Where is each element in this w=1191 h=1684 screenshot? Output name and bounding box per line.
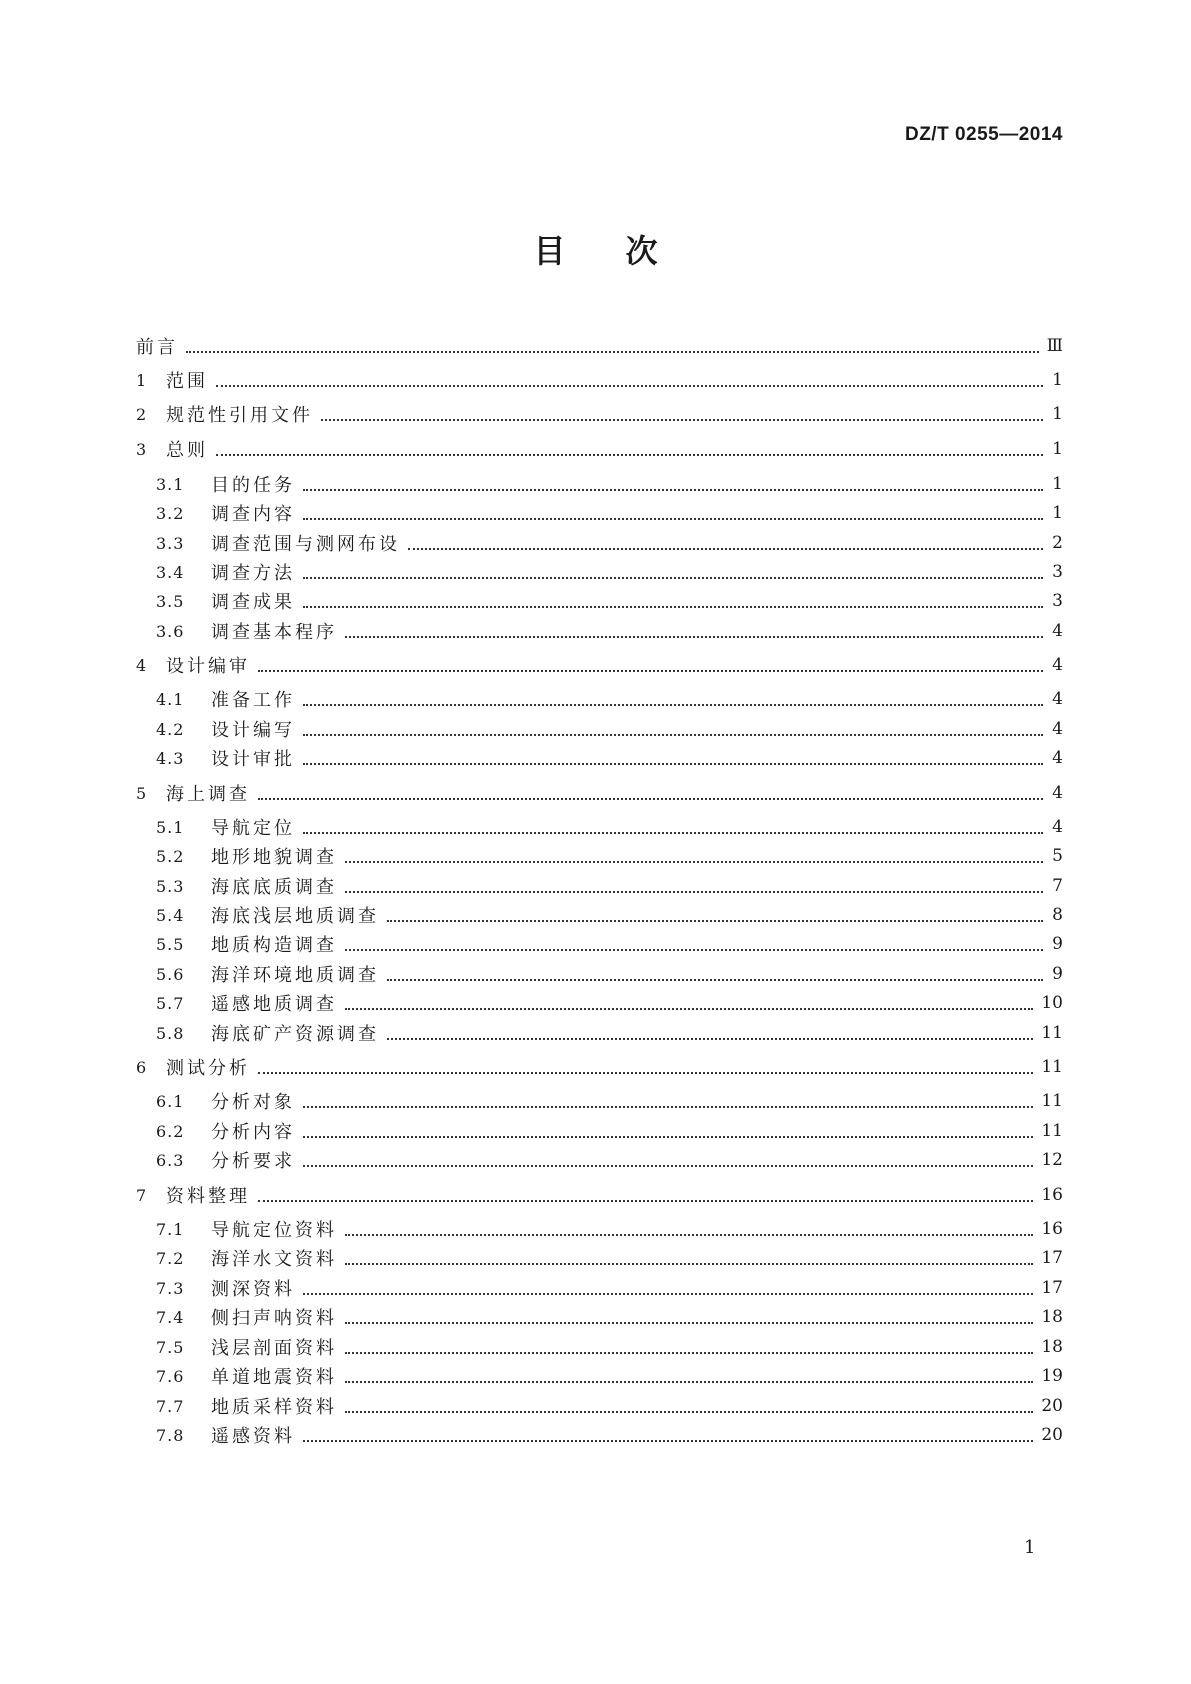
toc-entry-page: 4 — [1052, 719, 1063, 739]
toc-entry[interactable] — [156, 840, 1063, 872]
toc-dot-leader — [216, 384, 1043, 387]
toc-dot-leader — [303, 1135, 1033, 1138]
toc-entry[interactable] — [156, 1017, 1063, 1049]
toc-entry-label: 侧扫声呐资料 — [211, 1308, 337, 1329]
toc-entry-label: 调查方法 — [211, 563, 295, 584]
toc-entry-page: 11 — [1041, 1091, 1063, 1111]
toc-entry-number: 4.3 — [156, 748, 185, 768]
toc-entry[interactable] — [156, 556, 1063, 588]
toc-entry[interactable] — [136, 1179, 1063, 1211]
toc-entry[interactable] — [136, 433, 1063, 465]
toc-entry[interactable] — [156, 713, 1063, 745]
toc-entry-number: 2 — [136, 404, 147, 424]
toc-entry-page: 17 — [1041, 1248, 1063, 1268]
toc-entry-page: 11 — [1041, 1023, 1063, 1043]
toc-entry[interactable] — [156, 1419, 1063, 1451]
toc-entry-label: 测试分析 — [166, 1058, 250, 1079]
toc-dot-leader — [303, 703, 1043, 706]
toc-entry-number: 7.1 — [156, 1219, 185, 1239]
toc-entry-label: 海洋环境地质调查 — [211, 965, 379, 986]
toc-dot-leader — [345, 1380, 1033, 1383]
toc-entry-number: 6 — [136, 1057, 147, 1077]
toc-entry[interactable] — [156, 1085, 1063, 1117]
toc-dot-leader — [186, 350, 1039, 353]
toc-dot-leader — [345, 1351, 1033, 1354]
toc-entry-label: 设计编审 — [166, 656, 250, 677]
toc-entry-label: 资料整理 — [166, 1186, 250, 1207]
toc-entry-number: 4.1 — [156, 689, 185, 709]
toc-entry-page: 20 — [1041, 1396, 1063, 1416]
toc-entry-number: 6.2 — [156, 1121, 185, 1141]
toc-dot-leader — [258, 1199, 1033, 1202]
toc-entry-number: 3.2 — [156, 503, 185, 523]
toc-dot-leader — [387, 978, 1043, 981]
toc-dot-leader — [258, 669, 1043, 672]
toc-dot-leader — [387, 919, 1043, 922]
toc-entry-label: 调查基本程序 — [211, 622, 337, 643]
toc-entry-number: 7.2 — [156, 1248, 185, 1268]
toc-entry[interactable] — [156, 899, 1063, 931]
toc-entry[interactable] — [156, 615, 1063, 647]
toc-dot-leader — [303, 831, 1043, 834]
toc-dot-leader — [345, 1233, 1033, 1236]
toc-entry[interactable] — [136, 777, 1063, 809]
toc-entry-label: 海底浅层地质调查 — [211, 906, 379, 927]
toc-entry-label: 遥感地质调查 — [211, 994, 337, 1015]
toc-entry-number: 7.4 — [156, 1307, 185, 1327]
toc-entry-page: 3 — [1052, 591, 1063, 611]
toc-entry[interactable] — [156, 1213, 1063, 1245]
toc-entry[interactable] — [156, 1360, 1063, 1392]
toc-dot-leader — [303, 576, 1043, 579]
toc-dot-leader — [408, 547, 1043, 550]
toc-entry[interactable] — [136, 1051, 1063, 1083]
toc-entry-label: 前言 — [136, 337, 178, 358]
toc-dot-leader — [345, 860, 1043, 863]
toc-entry-number: 7.5 — [156, 1337, 185, 1357]
toc-dot-leader — [258, 1071, 1033, 1074]
toc-entry-page: 1 — [1052, 404, 1063, 424]
toc-entry-label: 设计编写 — [211, 720, 295, 741]
toc-entry-page: 4 — [1052, 621, 1063, 641]
toc-entry-page: 1 — [1052, 503, 1063, 523]
toc-dot-leader — [303, 605, 1043, 608]
toc-entry[interactable] — [156, 870, 1063, 902]
toc-entry-page: 1 — [1052, 439, 1063, 459]
toc-entry-number: 3.6 — [156, 621, 185, 641]
toc-entry-page: 10 — [1041, 993, 1063, 1013]
standard-code: DZ/T 0255—2014 — [904, 124, 1063, 145]
toc-entry-number: 3.4 — [156, 562, 185, 582]
toc-entry-label: 调查范围与测网布设 — [211, 534, 400, 555]
toc-entry-number: 3.1 — [156, 474, 185, 494]
toc-entry[interactable] — [136, 398, 1063, 430]
toc-entry-page: 3 — [1052, 562, 1063, 582]
toc-entry-page: 11 — [1041, 1057, 1063, 1077]
toc-entry-label: 准备工作 — [211, 690, 295, 711]
toc-entry-label: 调查内容 — [211, 504, 295, 525]
toc-entry-number: 7.7 — [156, 1396, 185, 1416]
toc-entry-page: 18 — [1041, 1337, 1063, 1357]
toc-dot-leader — [345, 635, 1043, 638]
toc-entry[interactable] — [156, 1242, 1063, 1274]
toc-dot-leader — [345, 890, 1043, 893]
toc-entry-label: 遥感资料 — [211, 1426, 295, 1447]
toc-entry-label: 地质构造调查 — [211, 935, 337, 956]
toc-entry-number: 7.8 — [156, 1425, 185, 1445]
title-part-1: 目 — [533, 232, 566, 270]
toc-entry-label: 海底矿产资源调查 — [211, 1024, 379, 1045]
toc-entry[interactable] — [136, 330, 1063, 362]
toc-dot-leader — [303, 517, 1043, 520]
toc-entry[interactable] — [156, 958, 1063, 990]
toc-entry-number: 5.1 — [156, 817, 185, 837]
footer-page-number: 1 — [1024, 1537, 1036, 1558]
toc-entry-number: 5 — [136, 783, 147, 803]
toc-entry-number: 3.5 — [156, 591, 185, 611]
toc-entry-page: 4 — [1052, 655, 1063, 675]
toc-entry-label: 浅层剖面资料 — [211, 1338, 337, 1359]
toc-entry-number: 6.1 — [156, 1091, 185, 1111]
toc-entry-label: 目的任务 — [211, 475, 295, 496]
toc-entry-label: 地形地貌调查 — [211, 847, 337, 868]
toc-entry-number: 5.2 — [156, 846, 185, 866]
toc-dot-leader — [303, 1292, 1033, 1295]
toc-entry-number: 6.3 — [156, 1150, 185, 1170]
toc-entry-page: 4 — [1052, 783, 1063, 803]
toc-entry[interactable] — [156, 811, 1063, 843]
toc-entry-label: 总则 — [166, 440, 208, 461]
toc-entry-page: 1 — [1052, 370, 1063, 390]
title-part-2: 次 — [625, 232, 658, 270]
toc-dot-leader — [303, 488, 1043, 491]
toc-entry[interactable] — [156, 1115, 1063, 1147]
toc-entry[interactable] — [156, 585, 1063, 617]
toc-entry[interactable] — [136, 649, 1063, 681]
toc-entry[interactable] — [156, 497, 1063, 529]
toc-entry[interactable] — [156, 987, 1063, 1019]
toc-entry-page: 16 — [1041, 1185, 1063, 1205]
toc-entry-label: 分析要求 — [211, 1151, 295, 1172]
toc-entry-number: 4 — [136, 655, 147, 675]
toc-entry[interactable] — [136, 364, 1063, 396]
toc-entry-number: 3 — [136, 439, 147, 459]
toc-entry-number: 7.3 — [156, 1278, 185, 1298]
toc-entry-label: 设计审批 — [211, 749, 295, 770]
toc-entry-label: 导航定位 — [211, 818, 295, 839]
toc-entry-number: 7.6 — [156, 1366, 185, 1386]
toc-entry-label: 测深资料 — [211, 1279, 295, 1300]
toc-entry-number: 5.4 — [156, 905, 185, 925]
toc-dot-leader — [303, 1105, 1033, 1108]
toc-entry-number: 7 — [136, 1185, 147, 1205]
toc-entry-page: 7 — [1052, 876, 1063, 896]
toc-dot-leader — [387, 1037, 1033, 1040]
toc-entry-page: 4 — [1052, 817, 1063, 837]
toc-dot-leader — [345, 1410, 1033, 1413]
toc-entry-page: 1 — [1052, 474, 1063, 494]
toc-entry-label: 调查成果 — [211, 592, 295, 613]
toc-entry[interactable] — [156, 1301, 1063, 1333]
toc-entry-page: 2 — [1052, 533, 1063, 553]
toc-entry[interactable] — [156, 1272, 1063, 1304]
toc-entry-page: Ⅲ — [1046, 336, 1063, 356]
toc-entry-page: 4 — [1052, 689, 1063, 709]
toc-entry-label: 分析内容 — [211, 1122, 295, 1143]
toc-dot-leader — [303, 762, 1043, 765]
toc-entry-number: 5.8 — [156, 1023, 185, 1043]
toc-entry[interactable] — [156, 928, 1063, 960]
toc-entry-page: 17 — [1041, 1278, 1063, 1298]
toc-dot-leader — [303, 1439, 1033, 1442]
toc-entry-label: 海洋水文资料 — [211, 1249, 337, 1270]
toc-entry-page: 4 — [1052, 748, 1063, 768]
toc-dot-leader — [345, 1262, 1033, 1265]
toc-dot-leader — [303, 1164, 1033, 1167]
toc-entry-label: 海上调查 — [166, 784, 250, 805]
toc-entry-label: 地质采样资料 — [211, 1397, 337, 1418]
page-title — [0, 226, 1191, 272]
toc-dot-leader — [303, 733, 1043, 736]
toc-dot-leader — [345, 1321, 1033, 1324]
toc-entry-page: 9 — [1052, 964, 1063, 984]
toc-entry-page: 8 — [1052, 905, 1063, 925]
toc-entry-label: 导航定位资料 — [211, 1220, 337, 1241]
toc-entry-label: 分析对象 — [211, 1092, 295, 1113]
toc-entry-number: 5.7 — [156, 993, 185, 1013]
toc-entry-page: 20 — [1041, 1425, 1063, 1445]
toc-entry-number: 5.6 — [156, 964, 185, 984]
toc-entry[interactable] — [156, 1144, 1063, 1176]
toc-entry-label: 单道地震资料 — [211, 1367, 337, 1388]
toc-entry-number: 5.5 — [156, 934, 185, 954]
toc-entry-label: 海底底质调查 — [211, 877, 337, 898]
toc-entry[interactable] — [156, 527, 1063, 559]
toc-entry[interactable] — [156, 683, 1063, 715]
toc-dot-leader — [258, 797, 1043, 800]
toc-entry-number: 1 — [136, 370, 147, 390]
toc-dot-leader — [321, 418, 1043, 421]
toc-entry-page: 19 — [1041, 1366, 1063, 1386]
toc-entry[interactable] — [156, 1331, 1063, 1363]
toc-entry-page: 12 — [1041, 1150, 1063, 1170]
toc-dot-leader — [216, 453, 1043, 456]
toc-entry-number: 3.3 — [156, 533, 185, 553]
toc-entry-label: 范围 — [166, 371, 208, 392]
toc-dot-leader — [345, 948, 1043, 951]
toc-entry[interactable] — [156, 468, 1063, 500]
toc-entry[interactable] — [156, 1390, 1063, 1422]
toc-entry-number: 5.3 — [156, 876, 185, 896]
toc-entry-page: 9 — [1052, 934, 1063, 954]
toc-entry-page: 16 — [1041, 1219, 1063, 1239]
toc-entry[interactable] — [156, 742, 1063, 774]
toc-entry-label: 规范性引用文件 — [166, 405, 313, 426]
toc-entry-page: 5 — [1052, 846, 1063, 866]
toc-entry-number: 4.2 — [156, 719, 185, 739]
toc-entry-page: 18 — [1041, 1307, 1063, 1327]
toc-entry-page: 11 — [1041, 1121, 1063, 1141]
toc-dot-leader — [345, 1007, 1033, 1010]
